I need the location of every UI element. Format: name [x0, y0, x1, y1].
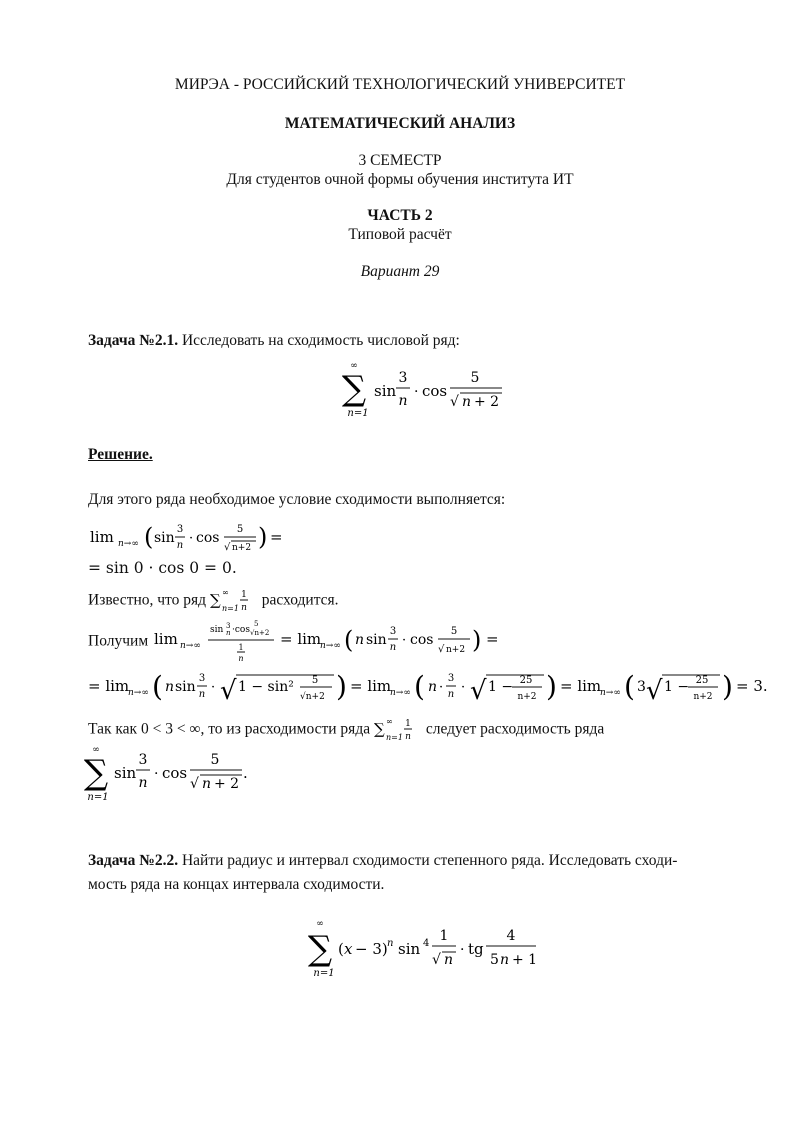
svg-text:5: 5 [450, 626, 458, 637]
svg-text:n=1: n=1 [313, 968, 335, 979]
svg-text:n: n [202, 776, 212, 792]
audience: Для студентов очной формы обучения института ИТ [226, 171, 574, 188]
svg-text:cos: cos [162, 764, 188, 782]
svg-text:1: 1 [238, 643, 244, 652]
svg-text:n→∞: n→∞ [600, 688, 621, 698]
svg-text:n: n [165, 679, 175, 695]
svg-text:√n+2: √n+2 [300, 692, 325, 702]
harmonic-series-inline [210, 587, 258, 615]
comparison-limit-formula [152, 620, 612, 664]
svg-text:sin: sin [398, 940, 421, 958]
svg-text:x: x [344, 940, 353, 958]
known-suffix: расходится. [261, 591, 339, 609]
svg-text:·: · [461, 680, 466, 695]
task1-series-formula [340, 360, 520, 422]
svg-text:√n+2: √n+2 [250, 629, 270, 637]
known-prefix: Известно, что ряд [88, 591, 207, 609]
svg-text:1: 1 [241, 590, 247, 600]
svg-text:∞: ∞ [385, 717, 393, 726]
svg-text:√: √ [470, 676, 487, 706]
task1-text: Исследовать на сходимость числовой ряд: [181, 332, 460, 349]
svg-text:∑: ∑ [307, 929, 333, 969]
svg-text:√: √ [438, 644, 445, 655]
svg-text:= 3.: = 3. [736, 677, 768, 695]
svg-text:∞: ∞ [92, 745, 100, 755]
since-line [88, 716, 604, 744]
svg-text:= lim: = lim [88, 677, 130, 695]
task2-statement-line1 [88, 852, 677, 870]
svg-text:3: 3 [398, 370, 408, 386]
svg-text:√: √ [450, 394, 459, 410]
svg-text:n+2: n+2 [232, 543, 252, 553]
svg-text:sin: sin [366, 632, 387, 648]
university-name: МИРЭА - РОССИЙСКИЙ ТЕХНОЛОГИЧЕСКИЙ УНИВЕРСИТЕТ [174, 76, 626, 93]
svg-text:n+2: n+2 [693, 692, 713, 702]
svg-text:1 − sin²: 1 − sin² [238, 679, 294, 695]
svg-text:cos: cos [410, 632, 434, 648]
work-type: Типовой расчёт [348, 226, 452, 243]
svg-text:∞: ∞ [221, 588, 229, 597]
svg-text:n: n [389, 642, 397, 653]
task2-power-series-formula [306, 918, 546, 982]
svg-text:1 −: 1 − [488, 679, 514, 695]
svg-text:n→∞: n→∞ [390, 688, 411, 698]
svg-text:n→∞: n→∞ [180, 641, 201, 651]
get-prefix: Получим [88, 632, 149, 650]
svg-text:lim: lim [154, 630, 178, 648]
comparison-line-2 [88, 661, 768, 709]
svg-text:n→∞: n→∞ [118, 539, 139, 549]
svg-text:∑: ∑ [209, 591, 221, 609]
svg-text:): ) [546, 670, 557, 703]
svg-text:+ 2: + 2 [474, 394, 500, 410]
svg-text:n: n [238, 654, 244, 663]
necessary-condition-text: Для этого ряда необходимое условие сходимости выполняется: [88, 491, 506, 508]
svg-text:(: ( [624, 670, 635, 703]
svg-text:): ) [336, 670, 347, 703]
svg-text:·: · [439, 680, 444, 695]
svg-text:+ 1: + 1 [512, 952, 538, 968]
svg-text:3: 3 [637, 679, 646, 695]
svg-text:·: · [460, 942, 465, 958]
svg-text:3: 3 [176, 524, 184, 535]
svg-text:(: ( [414, 670, 425, 703]
svg-text:3: 3 [447, 673, 455, 684]
svg-text:n→∞: n→∞ [128, 688, 149, 698]
svg-text:3: 3 [389, 626, 397, 637]
svg-text:cos: cos [196, 530, 220, 546]
svg-text:n: n [398, 393, 408, 409]
svg-text:√: √ [190, 776, 199, 792]
svg-text:1 −: 1 − [664, 679, 690, 695]
svg-text:·: · [402, 633, 407, 648]
svg-text:n: n [240, 603, 247, 613]
svg-text:∞: ∞ [350, 361, 358, 371]
since-suffix: следует расходимость ряда [425, 720, 605, 738]
svg-text:5: 5 [254, 620, 259, 628]
task1-statement [88, 332, 460, 350]
svg-text:n: n [447, 689, 455, 700]
svg-text:·: · [154, 766, 159, 782]
svg-text:n+2: n+2 [446, 645, 466, 655]
limit-line-2: = sin 0 · cos 0 = 0. [88, 559, 237, 577]
variant: Вариант 29 [360, 263, 440, 280]
svg-text:(: ( [338, 940, 344, 958]
svg-text:∑: ∑ [341, 369, 367, 409]
divergent-series-formula [82, 744, 262, 806]
svg-text:= lim: = lim [560, 677, 602, 695]
svg-text:√: √ [224, 542, 231, 553]
svg-text:n=1: n=1 [347, 408, 369, 419]
svg-text:n: n [500, 952, 510, 968]
svg-text:1: 1 [439, 928, 449, 944]
svg-text:sin: sin [210, 625, 224, 635]
svg-text:5: 5 [210, 752, 220, 768]
svg-text:·: · [414, 384, 419, 400]
svg-text:5: 5 [311, 675, 319, 686]
svg-text:√: √ [646, 676, 663, 706]
since-prefix: Так как 0 < 3 < ∞, то из расходимости ряда [88, 720, 371, 738]
task2-text-line1: Найти радиус и интервал сходимости степенного ряда. Исследовать сходи- [181, 852, 678, 869]
svg-text:4: 4 [423, 938, 430, 949]
svg-text:sin: sin [154, 530, 175, 546]
svg-text:cos: cos [422, 382, 448, 400]
svg-text:.: . [243, 764, 248, 782]
svg-text:): ) [472, 626, 482, 654]
svg-text:tg: tg [468, 940, 484, 958]
svg-text:·: · [189, 531, 194, 546]
svg-text:∞: ∞ [316, 919, 324, 929]
svg-text:= lim: = lim [280, 630, 322, 648]
svg-text:√: √ [220, 676, 237, 706]
task2-statement-line2: мость ряда на концах интервала сходимости. [88, 876, 385, 893]
solution-heading: Решение. [88, 446, 153, 463]
svg-text:): ) [258, 523, 268, 551]
svg-text:25: 25 [519, 675, 533, 686]
svg-text:− 3): − 3) [355, 940, 388, 958]
svg-text:n=1: n=1 [385, 733, 403, 742]
subject-title: МАТЕМАТИЧЕСКИЙ АНАЛИЗ [284, 115, 516, 132]
svg-text:3: 3 [226, 622, 231, 630]
svg-text:(: ( [152, 670, 163, 703]
svg-text:n→∞: n→∞ [320, 641, 341, 651]
svg-text:n=1: n=1 [221, 604, 239, 613]
harmonic-series-inline-2 [374, 716, 422, 744]
svg-text:4: 4 [506, 928, 516, 944]
svg-text:n=1: n=1 [87, 792, 109, 803]
svg-text:=: = [270, 528, 283, 546]
svg-text:1: 1 [405, 719, 411, 729]
svg-text:sin: sin [114, 764, 137, 782]
svg-text:n: n [428, 679, 438, 695]
svg-text:3: 3 [198, 673, 206, 684]
svg-text:(: ( [344, 626, 354, 654]
svg-text:(: ( [144, 523, 154, 551]
svg-text:n: n [176, 540, 184, 551]
svg-text:n+2: n+2 [517, 692, 537, 702]
svg-text:3: 3 [138, 752, 148, 768]
svg-text:lim: lim [90, 528, 114, 546]
svg-text:): ) [722, 670, 733, 703]
task1-label: Задача №2.1. [88, 332, 179, 349]
comparison-line-1 [88, 620, 612, 664]
svg-text:5: 5 [236, 524, 244, 535]
svg-text:n: n [462, 394, 472, 410]
svg-text:5: 5 [470, 370, 480, 386]
svg-text:n: n [387, 938, 394, 949]
svg-text:25: 25 [695, 675, 709, 686]
svg-text:∑: ∑ [373, 720, 385, 738]
svg-text:sin: sin [374, 382, 397, 400]
svg-text:√: √ [432, 952, 441, 968]
svg-text:sin: sin [175, 679, 196, 695]
svg-text:=: = [486, 630, 499, 648]
svg-text:n: n [138, 775, 148, 791]
svg-text:+ 2: + 2 [214, 776, 240, 792]
svg-text:n: n [444, 952, 454, 968]
svg-text:n: n [198, 689, 206, 700]
task2-label: Задача №2.2. [88, 852, 179, 869]
svg-text:n: n [405, 732, 411, 742]
svg-text:·cos: ·cos [232, 625, 250, 635]
known-divergent-line [88, 587, 339, 615]
svg-text:∑: ∑ [83, 753, 109, 793]
svg-text:5: 5 [490, 952, 499, 968]
semester: 3 СЕМЕСТР [358, 152, 442, 169]
limit-line-1 [88, 518, 308, 558]
part-number: ЧАСТЬ 2 [367, 207, 433, 224]
svg-text:n: n [226, 629, 231, 637]
svg-text:n: n [355, 632, 365, 648]
svg-text:·: · [211, 680, 216, 695]
svg-text:= lim: = lim [350, 677, 392, 695]
